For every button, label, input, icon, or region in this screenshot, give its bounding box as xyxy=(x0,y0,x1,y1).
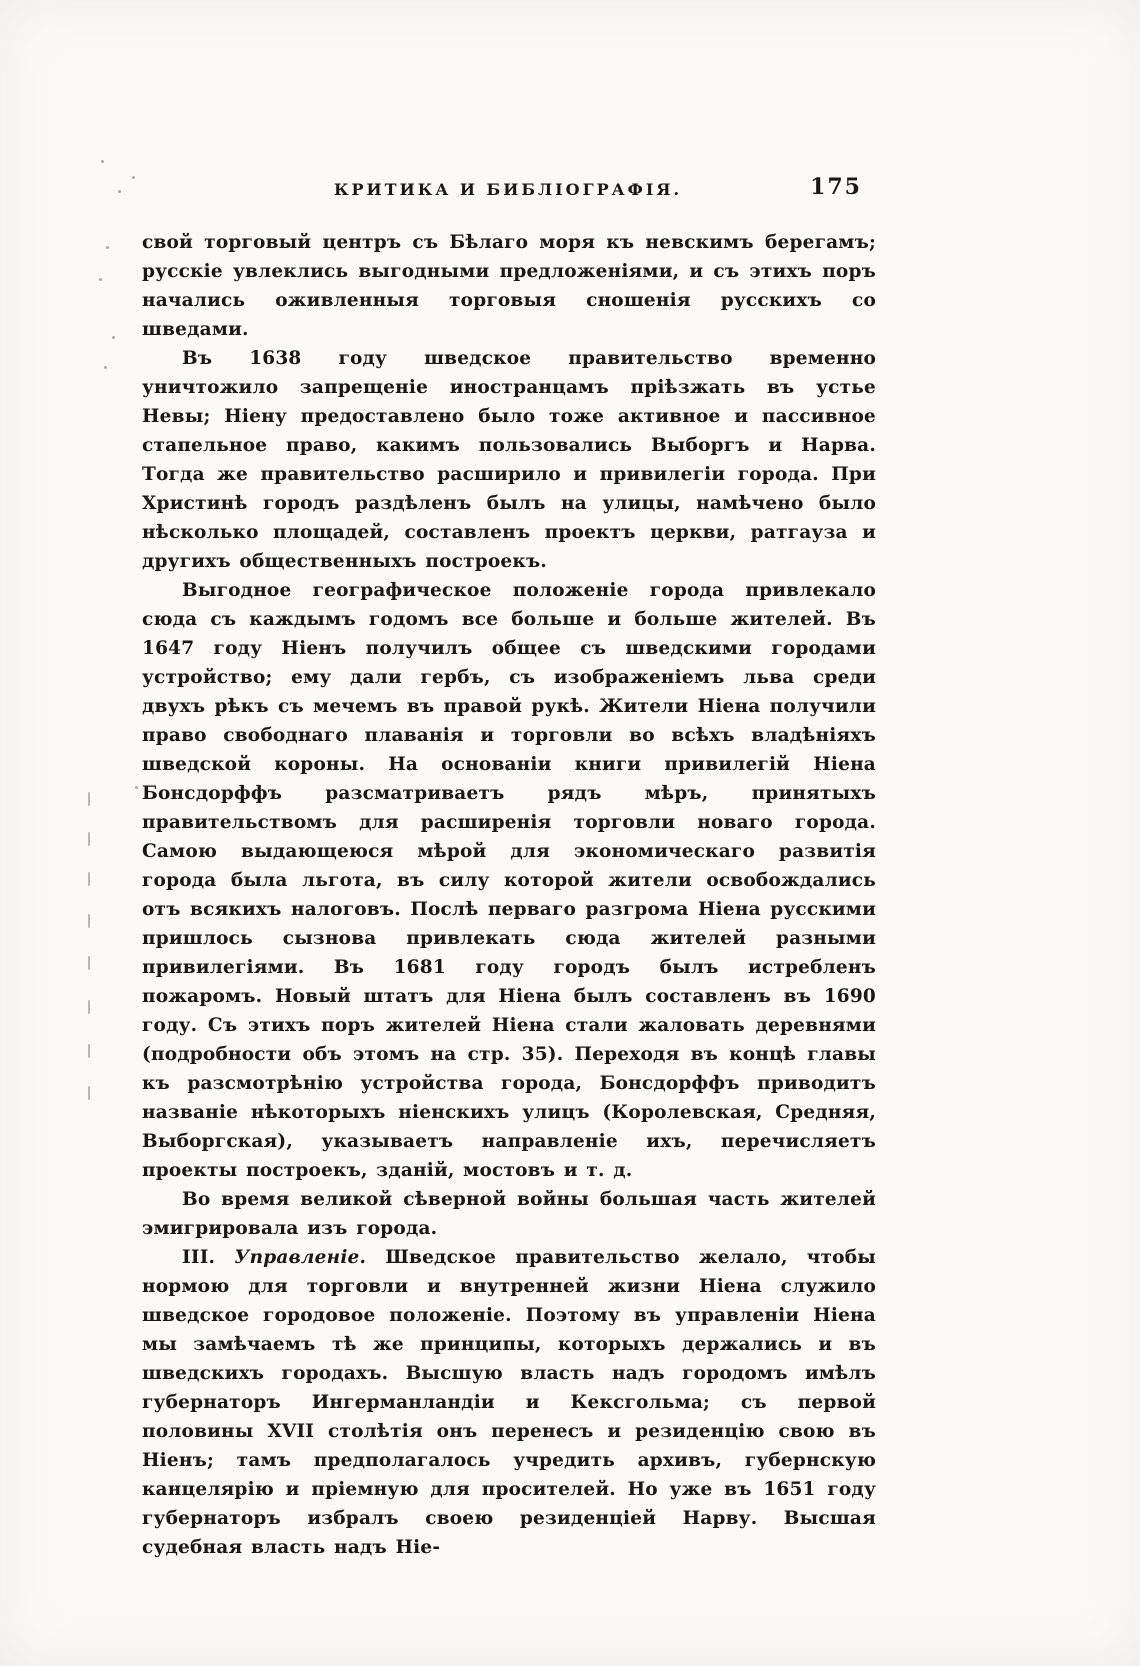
scan-artifact xyxy=(88,792,90,806)
scan-artifact xyxy=(88,1044,90,1058)
running-title: КРИТИКА И БИБЛІОГРАФІЯ. xyxy=(333,180,683,199)
scan-artifact xyxy=(101,160,104,163)
scan-artifact xyxy=(104,366,107,369)
scan-artifact xyxy=(88,956,90,970)
paragraph: Въ 1638 году шведское правительство временно уничтожило запрещеніе иностранцамъ пріѣзжать въ устье Невы; Ніену предоставлено было тоже активное и пассивное стапельное право, какимъ пользовались Выборгъ и Нарва. Тогда же правительство расширило и привилегіи города. При Христинѣ городъ раздѣленъ былъ на улицы, намѣчено было нѣсколько площадей, составленъ проектъ церкви, ратгауза и другихъ общественныхъ построекъ. xyxy=(142,348,876,572)
paragraph: свой торговый центръ съ Бѣлаго моря къ невскимъ берегамъ; русскіе увлеклись выгодными предложеніями, и съ этихъ поръ начались оживленныя торговыя сношенія русскихъ со шведами. xyxy=(142,232,876,340)
scan-artifact xyxy=(106,246,109,249)
section-title: Управленіе. xyxy=(234,1247,367,1268)
scan-artifact xyxy=(88,1086,90,1100)
scan-artifact xyxy=(88,872,90,886)
text-block xyxy=(142,228,876,1562)
scan-artifact xyxy=(88,914,90,928)
paragraph-section-3 xyxy=(142,1243,876,1562)
scan-artifact xyxy=(88,832,90,846)
scan-artifact xyxy=(112,336,115,339)
scan-artifact xyxy=(118,190,121,193)
scan-artifact xyxy=(88,1000,90,1014)
paragraph: Выгодное географическое положеніе города привлекало сюда съ каждымъ годомъ все больше и больше жителей. Въ 1647 году Ніенъ получилъ общее съ шведскими городами устройство; ему дали гербъ, съ изображеніемъ льва среди двухъ рѣкъ съ мечемъ въ правой рукѣ. Жители Ніена получили право свободнаго плаванія и торговли во всѣхъ владѣніяхъ шведской короны. На основаніи книги привилегій Ніена Бонсдорффъ разсматриваетъ рядъ мѣръ, принятыхъ правительствомъ для расширенія торговли новаго города. Самою выдающеюся мѣрой для экономическаго развитія города была льгота, въ силу которой жители освобождались отъ всякихъ налоговъ. Послѣ перваго разгрома Ніена русскими пришлось сызнова привлекать сюда жителей разными привилегіями. Въ 1681 году городъ былъ истребленъ пожаромъ. Новый штатъ для Ніена былъ составленъ въ 1690 году. Съ этихъ поръ жителей Ніена стали жаловать деревнями (подробности объ этомъ на стр. 35). Переходя въ концѣ главы къ разсмотрѣнію устройства города, Бонсдорффъ приводитъ названіе нѣкоторыхъ ніенскихъ улицъ (Королевская, Средняя, Выборгская), указываетъ направленіе ихъ, перечисляетъ проекты построекъ, зданій, мостовъ и т. д. xyxy=(142,580,876,1181)
paragraph: Во время великой сѣверной войны большая часть жителей эмигрировала изъ города. xyxy=(142,1189,876,1239)
page-number: 175 xyxy=(810,174,862,200)
section-number: III. xyxy=(182,1247,235,1268)
page-header xyxy=(140,176,876,208)
section-text: Шведское правительство желало, чтобы нормою для торговли и внутренней жизни Ніена служило шведское городовое положеніе. Поэтому въ управленіи Ніена мы замѣчаемъ тѣ же принципы, которыхъ держались и въ шведскихъ городахъ. Высшую власть надъ городомъ имѣлъ губернаторъ Ингерманландіи и Кексгольма; съ первой половины XVII столѣтія онъ перенесъ и резиденцію свою въ Ніенъ; тамъ предполагалось учредить архивъ, губернскую канцелярію и пріемную для просителей. Но уже въ 1651 году губернаторъ избралъ своею резиденціей Нарву. Высшая судебная власть надъ Ніе- xyxy=(142,1247,876,1558)
scan-artifact xyxy=(135,786,138,789)
scan-artifact xyxy=(99,278,102,281)
scan-artifact xyxy=(132,176,135,179)
